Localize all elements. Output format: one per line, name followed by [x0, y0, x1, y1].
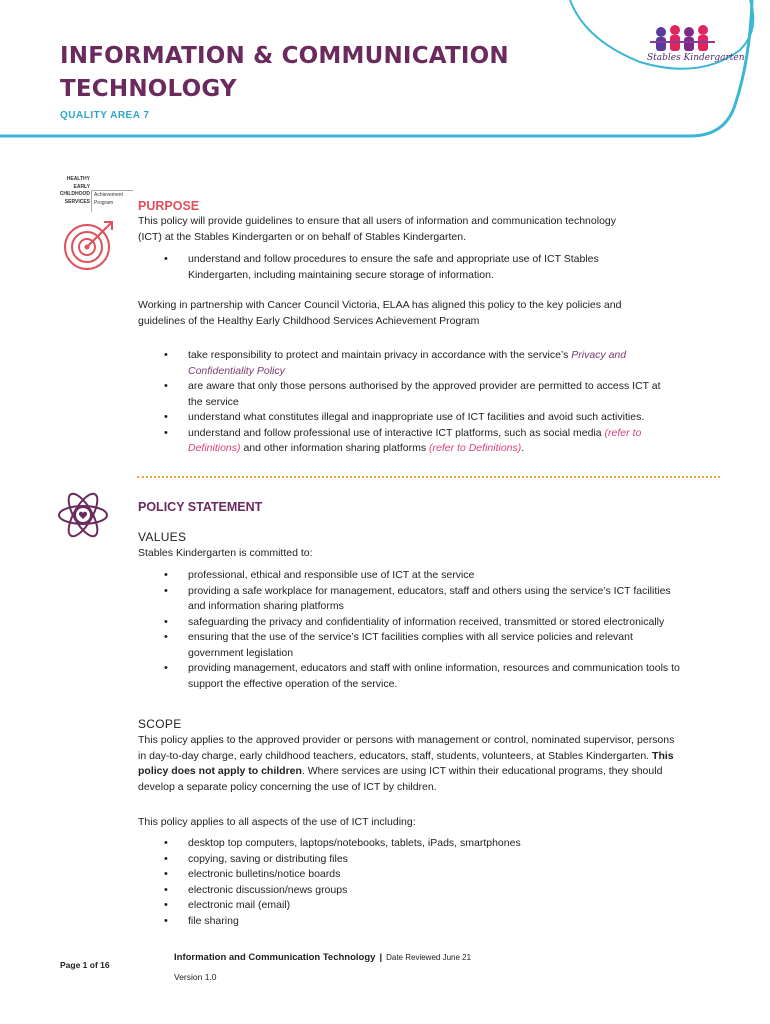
purpose-list	[138, 348, 678, 457]
list-item: • ensuring that the use of the service’s ICT facilities complies with all service policies and relevant government legislation	[138, 630, 683, 661]
purpose-first-list	[138, 252, 658, 283]
list-item: • electronic discussion/news groups	[138, 883, 678, 899]
list-item: • understand what constitutes illegal and inappropriate use of ICT facilities and avoid such activities.	[138, 410, 678, 426]
version-label: Version 1.0	[174, 972, 217, 982]
policy-statement-heading: POLICY STATEMENT	[138, 500, 263, 514]
date-reviewed: Date Reviewed June 21	[386, 953, 472, 962]
scope-list	[138, 836, 678, 929]
target-icon	[62, 218, 116, 272]
page-title: INFORMATION & COMMUNICATION TECHNOLOGY	[60, 43, 509, 102]
list-item: • electronic mail (email)	[138, 898, 678, 914]
list-item: • understand and follow procedures to ensure the safe and appropriate use of ICT Stables Kindergarten, including maintaining secure storage of information.	[138, 252, 658, 283]
quality-area-label: QUALITY AREA 7	[60, 110, 150, 121]
partnership-paragraph: Working in partnership with Cancer Council Victoria, ELAA has aligned this policy to the key policies and guidelines of the Healthy Early Childhood Services Achievement Program	[138, 299, 622, 327]
list-item: • take responsibility to protect and maintain privacy in accordance with the service’s Privacy and Confidentiality Policy	[138, 348, 678, 379]
scope-heading: SCOPE	[138, 717, 182, 731]
list-item: • are aware that only those persons authorised by the approved provider are permitted to access ICT at the service	[138, 379, 678, 410]
definitions-link[interactable]: (refer to Definitions)	[429, 442, 522, 454]
list-item: • safeguarding the privacy and confidentiality of information received, transmitted or stored electronically	[138, 615, 683, 631]
list-item: • understand and follow professional use of interactive ICT platforms, such as social media (refer to Definitions) and other information sharing platforms (refer to Definitions).	[138, 426, 678, 457]
hecs-line: SERVICES	[64, 198, 90, 205]
list-item: • desktop top computers, laptops/notebooks, tablets, iPads, smartphones	[138, 836, 678, 852]
list-item: • providing management, educators and staff with online information, resources and communication tools to support the effective operation of the service.	[138, 661, 683, 692]
scope-all-intro: This policy applies to all aspects of the use of ICT including:	[138, 816, 416, 828]
list-item: • copying, saving or distributing files	[138, 852, 678, 868]
values-list	[138, 568, 683, 692]
list-item: • providing a safe workplace for management, educators, staff and others using the service’s ICT facilities and information sharing platforms	[138, 584, 683, 615]
hecs-right-line: Achievement	[94, 192, 123, 198]
purpose-heading: PURPOSE	[138, 199, 200, 213]
scope-bold-note: This policy does not apply to children	[138, 749, 674, 777]
page-number: Page 1 of 16	[60, 960, 110, 970]
stables-kindergarten-logo	[645, 22, 745, 70]
hecs-right-line: Program	[94, 199, 114, 206]
footer-title: Information and Communication Technology | Date Reviewed June 21	[174, 952, 472, 963]
purpose-intro: This policy will provide guidelines to ensure that all users of information and communication technology (ICT) at the Stables Kindergarten or on behalf of Stables Kindergarten.	[138, 215, 617, 243]
privacy-policy-link[interactable]: Privacy and Confidentiality Policy	[188, 349, 627, 377]
scope-paragraph: This policy applies to the approved provider or persons with management or control, nominated supervisor, persons in day-to-day charge, early childhood teachers, educators, staff, students, volunteers, at Stables Kindergarten. This policy does not apply to children. Where services are using ICT within their educational programs, they should develop a separate policy concerning the use of ICT by children.	[138, 734, 675, 793]
hecs-line: EARLY	[73, 183, 90, 190]
values-intro: Stables Kindergarten is committed to:	[138, 547, 313, 559]
hecs-badge	[50, 176, 135, 214]
hecs-line: HEALTHY	[66, 176, 90, 182]
definitions-link[interactable]: (refer to Definitions)	[188, 426, 642, 454]
section-divider	[137, 476, 720, 478]
hecs-line: CHILDHOOD	[59, 191, 90, 197]
list-item: • professional, ethical and responsible use of ICT at the service	[138, 568, 683, 584]
values-heading: VALUES	[138, 530, 187, 544]
list-item: • electronic bulletins/notice boards	[138, 867, 678, 883]
atom-heart-icon	[56, 488, 110, 542]
list-item: • file sharing	[138, 914, 678, 930]
logo-text: Stables Kindergarten	[647, 53, 745, 63]
